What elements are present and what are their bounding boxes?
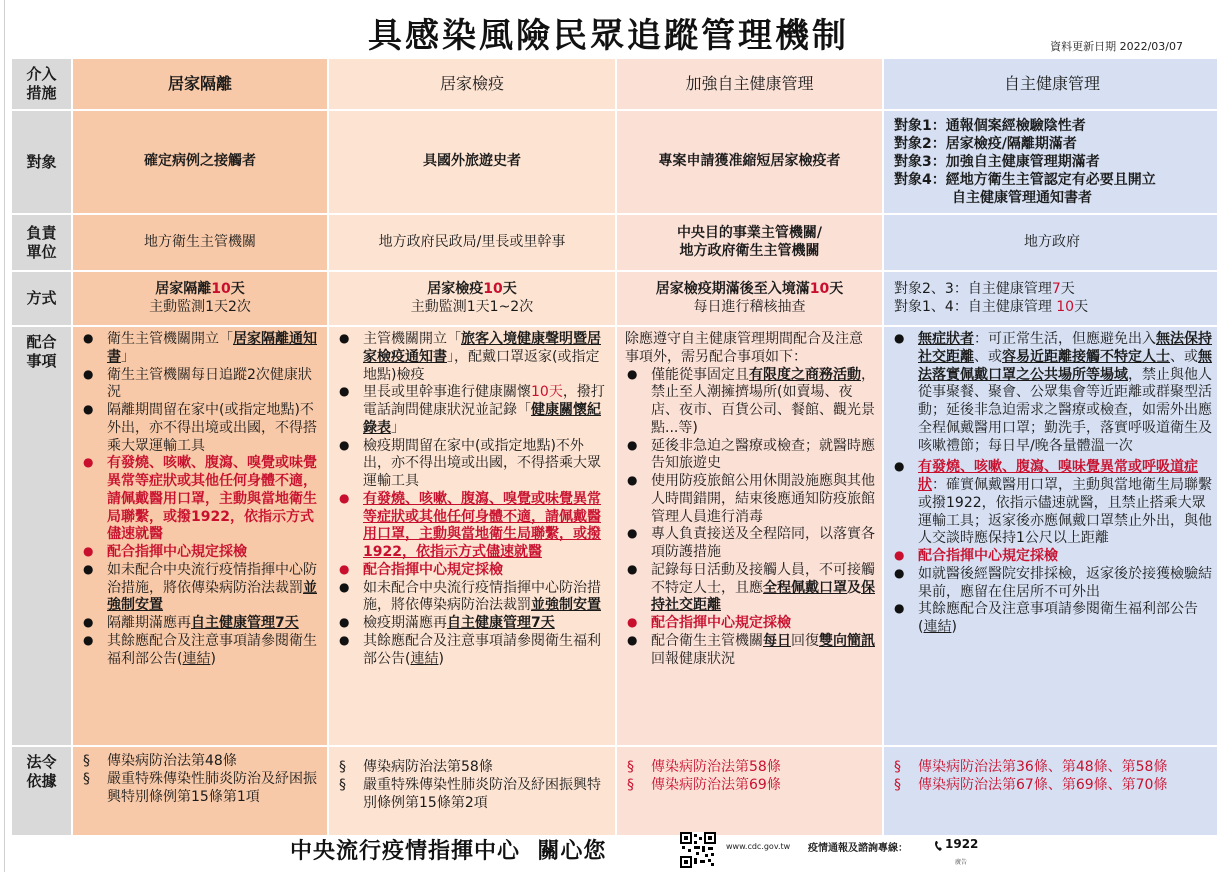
footer-url[interactable]: www.cdc.gov.tw [726,842,791,851]
matters-home-quarantine [329,327,615,745]
column-header-self-health: 自主健康管理 [884,59,1217,109]
update-date: 資料更新日期 2022/03/07 [1050,40,1183,53]
row-header-law [12,747,71,835]
list-item: ● 配合指揮中心規定採檢 [337,562,609,580]
list-item: ● 檢疫期間留在家中(或指定地點)不外出，亦不得出境或出國，不得搭乘大眾運輸工具 [337,438,609,491]
matters-enhanced-self-health [617,327,882,745]
law-item: § 傳染病防治法第69條 [627,776,781,793]
column-header-home-quarantine: 居家檢疫 [329,59,615,109]
target-home-quarantine: 具國外旅遊史者 [329,111,615,213]
list-item: ● 有發燒、咳嗽、腹瀉、嗅覺或味覺異常等症狀或其他任何身體不適，請佩戴醫用口罩，主動與當地衛生局聯繫，或撥1922，依指示方式儘速就醫 [337,491,609,562]
column-header-home-isolation: 居家隔離 [73,59,327,109]
list-item: ● 僅能從事固定且有限度之商務活動，禁止至人潮擁擠場所(如賣場、夜店、夜市、百貨公司、餐館、觀光景點...等) [625,367,876,438]
method-home-isolation [73,272,327,325]
law-item: § 傳染病防治法第58條 [339,759,493,775]
method-duration: 居家檢疫10天 [427,281,517,297]
announcement-link[interactable]: 連結 [410,650,439,667]
target-self-health [884,111,1217,213]
footer-slogan: 中央流行疫情指揮中心 關心您 [290,839,607,864]
list-item: ● 如就醫後經醫院安排採檢，返家後於接獲檢驗結果前，應留在住居所不可外出 [892,566,1214,602]
list-item: ● 檢疫期滿應再自主健康管理7天 [337,615,609,633]
row-header-law-text: 法令 依據 [26,753,57,790]
page-left-rule [4,0,5,872]
matters-intro: 除應遵守自主健康管理期間配合及注意事項外，需另配合事項如下： [625,331,863,365]
list-item: ● 主管機關開立「旅客入境健康聲明暨居家檢疫通知書」，配戴口罩返家(或指定地點)檢疫 [337,331,609,384]
law-item: § 傳染病防治法第36條、第48條、第58條 [894,759,1168,775]
list-item: ● 無症狀者：可正常生活，但應避免出入無法保持社交距離、或容易近距離接觸不特定人士、或無法落實佩戴口罩之公共場所等場域，禁止與他人從事聚餐、聚會、公眾集會等近距離或群聚型活動；延後非急迫需求之醫療或檢查，如需外出應全程佩戴醫用口罩；勤洗手，落實呼吸道衛生及咳嗽禮節；每日早/晚各量體溫一次 [892,331,1214,455]
measures-table [12,59,1212,830]
law-self-health [884,747,1217,835]
phone-icon [934,840,944,852]
law-item: § 傳染病防治法第58條 [627,759,781,775]
law-item: § 傳染病防治法第67條、第69條、第70條 [894,776,1168,793]
method-home-quarantine [329,272,615,325]
law-home-isolation [73,747,327,835]
method-enhanced-self-health [617,272,882,325]
law-item: § 嚴重特殊傳染性肺炎防治及紓困振興特別條例第15條第2項 [339,776,601,811]
matters-self-health [884,327,1217,745]
row-header-unit [12,215,71,270]
method-monitoring: 主動監測1天1~2次 [410,298,534,315]
target-line-1: 對象1：通報個案經檢驗陰性者 [894,117,1086,134]
method-duration: 居家檢疫期滿後至入境滿10天 [655,281,844,297]
list-item: ● 隔離期滿應再自主健康管理7天 [81,615,321,633]
list-item: ● 有發燒、咳嗽、腹瀉、嗅味覺異常或呼吸道症狀：確實佩戴醫用口罩，主動與當地衛生局聯繫或撥1922，依指示儘速就醫，且禁止搭乘大眾運輸工具；返家後亦應佩戴口罩禁止外出，與他人交談時應保持1公尺以上距離 [892,459,1214,548]
unit-line-2: 地方政府衛生主管機關 [679,242,820,259]
target-home-isolation: 確定病例之接觸者 [73,111,327,213]
list-item: ● 專人負責接送及全程陪同，以落實各項防護措施 [625,526,876,562]
list-item: ● 配合指揮中心規定採檢 [892,548,1214,566]
list-item: ● 其餘應配合及注意事項請參閱衛生福利部公告(連結) [81,633,321,669]
row-header-unit-text: 負責 單位 [26,223,57,261]
method-monitoring: 每日進行稽核抽查 [693,298,806,315]
row-header-measure [12,59,71,109]
row-header-measure-text: 介入 措施 [26,65,57,102]
list-item: ● 其餘應配合及注意事項請參閱衛生福利部公告(連結) [892,601,1214,637]
row-header-matters [12,327,71,745]
method-line-2: 對象1、4：自主健康管理 10天 [894,298,1089,315]
announcement-link[interactable]: 連結 [923,619,952,636]
footer-ad-label: 廣告 [955,859,968,866]
qr-code-icon[interactable] [680,832,716,868]
method-self-health [884,272,1217,325]
list-item: ● 延後非急迫之醫療或檢查；就醫時應告知旅遊史 [625,438,876,474]
target-line-4: 對象4：經地方衛生主管認定有必要且開立 [894,172,1156,189]
law-item: § 傳染病防治法第48條 [83,753,237,769]
unit-self-health: 地方政府 [884,215,1217,270]
footer-hotline-label: 疫情通報及諮詢專線： [808,843,908,854]
target-line-5: 自主健康管理通知書者 [952,190,1092,207]
method-line-1: 對象2、3：自主健康管理7天 [894,281,1075,297]
list-item: ● 其餘應配合及注意事項請參閱衛生福利部公告(連結) [337,633,609,669]
unit-home-quarantine: 地方政府民政局/里長或里幹事 [329,215,615,270]
list-item: ● 記錄每日活動及接觸人員，不可接觸不特定人士，且應全程佩戴口罩及保持社交距離 [625,562,876,615]
unit-line-1: 中央目的事業主管機關/ [676,225,823,241]
list-item: ● 配合指揮中心規定採檢 [625,615,876,633]
unit-enhanced-self-health [617,215,882,270]
method-duration: 居家隔離10天 [155,281,245,297]
target-line-2: 對象2：居家檢疫/隔離期滿者 [894,135,1077,152]
list-item: ● 配合衛生主管機關每日回復雙向簡訊回報健康狀況 [625,633,876,669]
list-item: ● 里長或里幹事進行健康關懷10天，撥打電話詢問健康狀況並記錄「健康關懷紀錄表」 [337,384,609,437]
list-item: ● 如未配合中央流行疫情指揮中心防治措施，將依傳染病防治法裁罰並強制安置 [81,562,321,615]
list-item: ● 如未配合中央流行疫情指揮中心防治措施，將依傳染病防治法裁罰並強制安置 [337,580,609,616]
target-enhanced-self-health: 專案申請獲准縮短居家檢疫者 [617,111,882,213]
method-monitoring: 主動監測1天2次 [149,298,251,315]
law-item: § 嚴重特殊傳染性肺炎防治及紓困振興特別條例第15條第1項 [83,770,317,805]
list-item: ● 有發燒、咳嗽、腹瀉、嗅覺或味覺異常等症狀或其他任何身體不適，請佩戴醫用口罩，主動與當地衛生局聯繫，或撥1922，依指示方式儘速就醫 [81,455,321,544]
column-header-enhanced-self-health: 加強自主健康管理 [617,59,882,109]
list-item: ● 配合指揮中心規定採檢 [81,544,321,562]
matters-home-isolation [73,327,327,745]
footer-phone-number: 1922 [945,837,979,851]
row-header-matters-text: 配合 事項 [26,333,57,370]
row-header-target: 對象 [12,111,71,213]
law-home-quarantine [329,747,615,835]
list-item: ● 衛生主管機關每日追蹤2次健康狀況 [81,367,321,403]
list-item: ● 衛生主管機關開立「居家隔離通知書」 [81,331,321,367]
law-enhanced-self-health [617,747,882,835]
list-item: ● 隔離期間留在家中(或指定地點)不外出，亦不得出境或出國，不得搭乘大眾運輸工具 [81,402,321,455]
row-header-method: 方式 [12,272,71,325]
unit-home-isolation: 地方衛生主管機關 [73,215,327,270]
page-title: 具感染風險民眾追蹤管理機制 [368,16,849,56]
announcement-link[interactable]: 連結 [182,650,211,667]
list-item: ● 使用防疫旅館公用休閒設施應與其他人時間錯開，結束後應通知防疫旅館管理人員進行消毒 [625,473,876,526]
target-line-3: 對象3：加強自主健康管理期滿者 [894,153,1100,170]
